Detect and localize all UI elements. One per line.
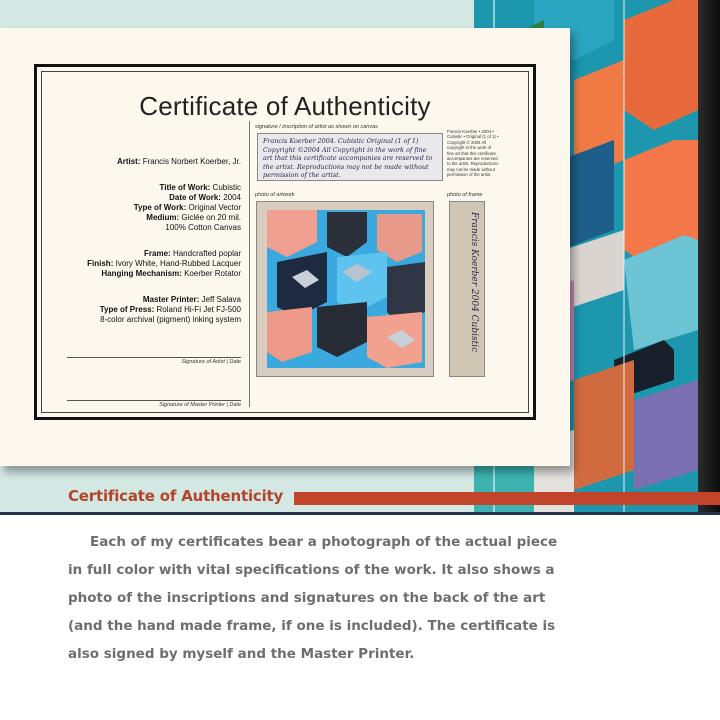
- description-line: photo of the inscriptions and signatures on the back of the art: [68, 590, 546, 606]
- description-line: also signed by myself and the Master Printer.: [68, 646, 415, 662]
- column-divider: [249, 121, 250, 407]
- copyright-side-note: Francis Koerber • 2004 • Cubistic • Original (1 of 1) • Copyright © 2004 All copyright in the work of fine art that this certificate accompanies are reserved to the artist. Reproductions may not be made without permission of the artist.: [447, 129, 499, 178]
- spec-hanging: Hanging Mechanism: Koerber Rotator: [101, 269, 241, 278]
- spec-frame: Frame: Handcrafted poplar: [144, 249, 241, 258]
- certificate-border: [34, 64, 536, 420]
- spec-artist: Artist: Francis Norbert Koerber, Jr.: [116, 157, 241, 166]
- photo-artwork-label: photo of artwork: [255, 192, 295, 198]
- section-heading: Certificate of Authenticity: [68, 487, 284, 505]
- description-line: (and the hand made frame, if one is included). The certificate is: [68, 618, 556, 634]
- artist-signature-caption: Signature of Artist | Date: [181, 359, 241, 365]
- spec-printer: Master Printer: Jeff Salava: [142, 295, 241, 304]
- spec-finish: Finish: Ivory White, Hand-Rubbed Lacquer: [87, 259, 241, 268]
- certificate-document: [0, 28, 570, 466]
- photo-frame-label: photo of frame: [447, 192, 483, 198]
- spec-title: Title of Work: Cubistic: [159, 183, 241, 192]
- description-line: Each of my certificates bear a photograph of the actual piece: [90, 534, 558, 550]
- printer-signature-line: [67, 400, 241, 401]
- inscription-label: signature / inscription of artist as shown on canvas: [255, 124, 378, 130]
- description-line: in full color with vital specifications of the work. It also shows a: [68, 562, 555, 578]
- frame-photo: [449, 201, 485, 377]
- artwork-image: [257, 202, 434, 377]
- spec-inking: 8-color archival (pigment) inking system: [100, 315, 241, 324]
- spec-medium: Medium: Giclée on 20 mil.: [146, 213, 241, 222]
- certificate-title: Certificate of Authenticity: [139, 91, 431, 121]
- artist-signature-line: [67, 357, 241, 358]
- artwork-photo: [256, 201, 434, 377]
- printer-signature-caption: Signature of Master Printer | Date: [159, 402, 241, 408]
- spec-date: Date of Work: 2004: [169, 193, 241, 202]
- section-divider: [0, 512, 720, 515]
- frame-inscription: Francis Koerber 2004 Cubistic: [469, 212, 479, 353]
- heading-accent-bar: [294, 492, 720, 505]
- spec-press: Type of Press: Roland Hi-Fi Jet FJ-500: [99, 305, 241, 314]
- spec-type: Type of Work: Original Vector: [133, 203, 241, 212]
- black-frame-edge: [698, 0, 720, 512]
- spec-medium-cont: 100% Cotton Canvas: [165, 223, 241, 232]
- description-paragraph: [68, 528, 568, 668]
- inscription-photo: Francis Koerber 2004. Cubistic Original (1 of 1) Copyright ©2004 All Copyright in the work of fine art that this certificate accompanies are reserved to the artist. Reproductions may not be made without permission of the artist.: [257, 133, 443, 181]
